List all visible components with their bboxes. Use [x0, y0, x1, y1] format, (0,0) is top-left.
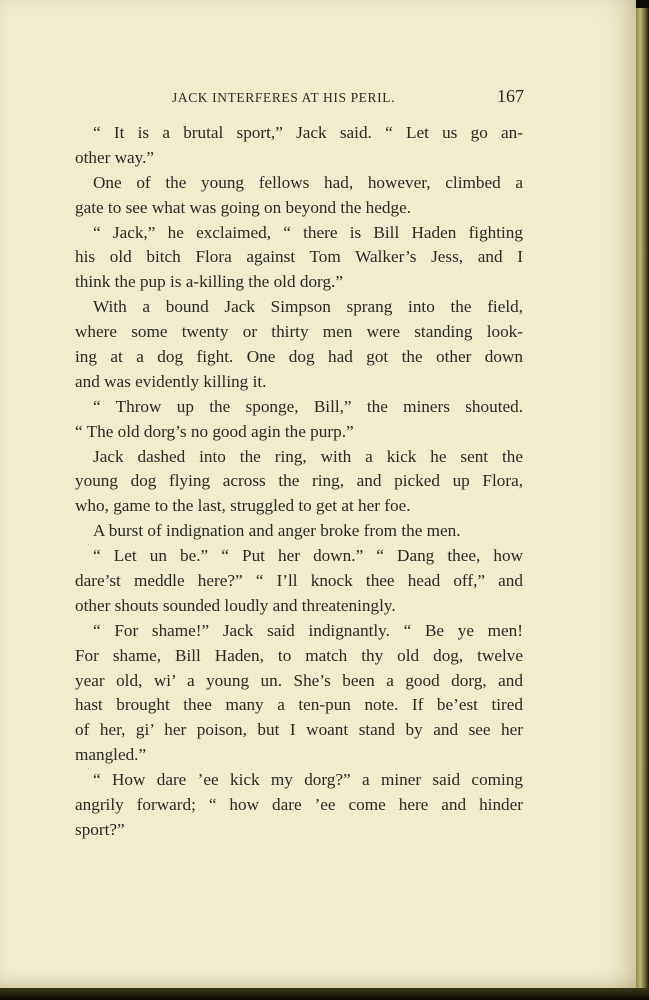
text-line: think the pup is a-killing the old dorg.” — [75, 272, 343, 292]
text-line: his old bitch Flora against Tom Walker’s Jess, and I — [75, 247, 523, 267]
text-line: “ Throw up the sponge, Bill,” the miners shouted. — [93, 396, 523, 416]
text-line: A burst of indignation and anger broke from the men. — [93, 521, 461, 541]
running-header — [92, 87, 524, 109]
body-text — [75, 121, 523, 843]
text-line: mangled.” — [75, 745, 147, 765]
text-line: For shame, Bill Haden, to match thy old dog, twelve — [75, 645, 523, 665]
text-line: “ Let un be.” “ Put her down.” “ Dang thee, how — [93, 546, 523, 566]
text-line: sport?” — [75, 819, 125, 839]
text-line: “ Jack,” he exclaimed, “ there is Bill Haden fighting — [93, 222, 523, 242]
text-line: “ The old dorg’s no good agin the purp.” — [75, 421, 354, 441]
text-line: ing at a dog fight. One dog had got the other down — [75, 347, 523, 367]
text-line: “ How dare ’ee kick my dorg?” a miner said coming — [93, 770, 523, 790]
text-line: dare’st meddle here?” “ I’ll knock thee head off,” and — [75, 571, 523, 591]
text-line: hast brought thee many a ten-pun note. If be’est tired — [75, 695, 523, 715]
text-line: other shouts sounded loudly and threateningly. — [75, 595, 396, 615]
text-line: of her, gi’ her poison, but I woant stand by and see her — [75, 720, 523, 740]
text-line: angrily forward; “ how dare ’ee come here and hinder — [75, 795, 523, 815]
text-line: who, game to the last, struggled to get at her foe. — [75, 496, 411, 516]
text-line: “ For shame!” Jack said indignantly. “ Be ye men! — [93, 620, 523, 640]
chapter-running-title: JACK INTERFERES AT HIS PERIL. — [172, 90, 396, 105]
text-line: With a bound Jack Simpson sprang into the field, — [93, 297, 523, 317]
page-edge-shadow — [636, 8, 649, 1000]
text-line: gate to see what was going on beyond the hedge. — [75, 197, 412, 217]
text-line: Jack dashed into the ring, with a kick he sent the — [93, 446, 523, 466]
text-line: year old, wi’ a young un. She’s been a good dorg, and — [75, 670, 523, 690]
page-number: 167 — [497, 86, 524, 106]
text-line: other way.” — [75, 147, 155, 167]
text-line: young dog flying across the ring, and picked up Flora, — [75, 471, 523, 491]
bottom-edge-shadow — [0, 988, 649, 1000]
text-line: and was evidently killing it. — [75, 371, 267, 391]
text-line: “ It is a brutal sport,” Jack said. “ Let us go an- — [93, 123, 523, 142]
text-line: One of the young fellows had, however, climbed a — [93, 172, 523, 192]
text-line: where some twenty or thirty men were standing look- — [75, 322, 523, 342]
